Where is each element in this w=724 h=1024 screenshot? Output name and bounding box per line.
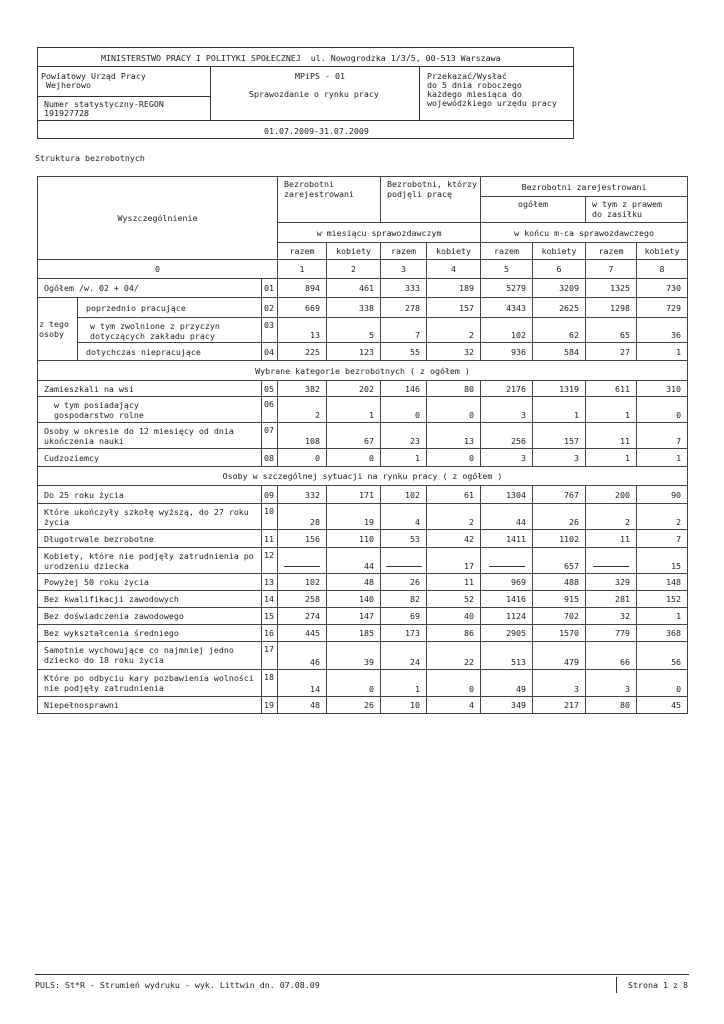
value-cell: 42	[427, 530, 481, 548]
deadline-line4: wojewódzkiego urzędu pracy	[427, 98, 557, 108]
value-cell: 1	[586, 397, 637, 423]
value-cell: 1	[381, 449, 427, 467]
report-period: 01.07.2009-31.07.2009	[264, 126, 369, 136]
value-cell: 5279	[481, 279, 533, 298]
ministry-address: MINISTERSTWO PRACY I POLITYKI SPOŁECZNEJ ul. Nowogrodzka 1/3/5, 00-513 Warszawa	[101, 53, 501, 63]
value-cell: 2	[427, 504, 481, 530]
value-cell: 1	[533, 397, 586, 423]
value-cell: 185	[327, 625, 381, 642]
table-row	[38, 486, 688, 504]
value-cell: 1	[637, 343, 688, 361]
value-cell: 256	[481, 423, 533, 449]
value-cell: 49	[481, 670, 533, 697]
table-row	[38, 625, 688, 642]
row-label: Niepełnosprawni	[38, 697, 262, 714]
value-cell: 258	[278, 591, 327, 608]
value-cell: 4	[427, 697, 481, 714]
value-cell: 10	[381, 697, 427, 714]
value-cell: 0	[427, 670, 481, 697]
value-cell: 669	[278, 298, 327, 318]
value-cell: 13	[278, 318, 327, 343]
row-code: 01	[262, 279, 278, 298]
row-code: 02	[262, 298, 278, 318]
row-code: 16	[262, 625, 278, 642]
value-cell: 1	[637, 449, 688, 467]
value-cell: 32	[427, 343, 481, 361]
table-row	[38, 449, 688, 467]
row-label: Ogółem /w. 02 + 04/	[38, 279, 262, 298]
value-cell: 40	[427, 608, 481, 625]
value-cell: 1411	[481, 530, 533, 548]
value-cell: 53	[381, 530, 427, 548]
table-row	[38, 504, 688, 530]
deadline-line2: do 5 dnia roboczego	[427, 80, 522, 90]
value-cell: 48	[278, 697, 327, 714]
value-cell: 102	[481, 318, 533, 343]
not-applicable-dash	[386, 566, 422, 567]
value-cell: 200	[586, 486, 637, 504]
value-cell: 3	[481, 397, 533, 423]
row-label: Bez wykształcenia średniego	[38, 625, 262, 642]
value-cell: 189	[427, 279, 481, 298]
table-row	[38, 574, 688, 591]
value-cell: 5	[327, 318, 381, 343]
value-cell: 61	[427, 486, 481, 504]
value-cell: 65	[586, 318, 637, 343]
value-cell: 28	[278, 504, 327, 530]
row-label: Osoby w okresie do 12 miesięcy od dnia ukończenia nauki	[38, 423, 262, 449]
value-cell: 7	[381, 318, 427, 343]
value-cell: 1	[327, 397, 381, 423]
value-cell: 80	[586, 697, 637, 714]
value-cell: 62	[533, 318, 586, 343]
value-cell: 310	[637, 381, 688, 397]
value-cell: 39	[327, 642, 381, 670]
value-cell: 225	[278, 343, 327, 361]
value-cell: 152	[637, 591, 688, 608]
table-row	[38, 318, 688, 343]
value-cell: 274	[278, 608, 327, 625]
value-cell: 82	[381, 591, 427, 608]
value-cell: 157	[533, 423, 586, 449]
unemployment-structure-table	[37, 176, 688, 714]
column-header-specification: Wyszczególnienie	[38, 177, 278, 260]
row-label: dotychczas niepracujące	[78, 343, 262, 361]
column-header-registered: Bezrobotni zarejestrowani	[278, 177, 381, 223]
value-cell: 7	[637, 423, 688, 449]
value-cell: 657	[533, 548, 586, 574]
row-code: 14	[262, 591, 278, 608]
value-cell: 36	[637, 318, 688, 343]
value-cell: 44	[481, 504, 533, 530]
row-code: 12	[262, 548, 278, 574]
value-cell: 171	[327, 486, 381, 504]
row-label: Do 25 roku życia	[38, 486, 262, 504]
value-cell: 102	[381, 486, 427, 504]
value-cell: 110	[327, 530, 381, 548]
value-cell: 730	[637, 279, 688, 298]
office-name-line1: Powiatowy Urząd Pracy	[41, 71, 146, 81]
value-cell: 3	[533, 670, 586, 697]
row-code: 09	[262, 486, 278, 504]
value-cell: 147	[327, 608, 381, 625]
table-row	[38, 697, 688, 714]
row-label: Które po odbyciu kary pozbawienia wolności nie podjęły zatrudnienia	[38, 670, 262, 697]
value-cell: 14	[278, 670, 327, 697]
row-code: 15	[262, 608, 278, 625]
value-cell: 55	[381, 343, 427, 361]
value-cell: 11	[427, 574, 481, 591]
report-header-box	[37, 47, 574, 139]
table-row	[38, 591, 688, 608]
value-cell: 332	[278, 486, 327, 504]
row-code: 03	[262, 318, 278, 343]
value-cell: 3	[586, 670, 637, 697]
value-cell: 2	[427, 318, 481, 343]
not-applicable-dash	[284, 566, 320, 567]
value-cell: 1102	[533, 530, 586, 548]
value-cell: 0	[327, 670, 381, 697]
subheader-razem: razem	[278, 243, 327, 260]
value-cell: 767	[533, 486, 586, 504]
row-code: 11	[262, 530, 278, 548]
table-row	[38, 279, 688, 298]
value-cell: 80	[427, 381, 481, 397]
value-cell: 0	[427, 397, 481, 423]
value-cell: 0	[381, 397, 427, 423]
value-cell: 123	[327, 343, 381, 361]
value-cell: 445	[278, 625, 327, 642]
table-row	[38, 530, 688, 548]
value-cell: 4	[381, 504, 427, 530]
value-cell: 2	[278, 397, 327, 423]
value-cell: 936	[481, 343, 533, 361]
value-cell: 67	[327, 423, 381, 449]
value-cell: 969	[481, 574, 533, 591]
deadline-line3: każdego miesiąca do	[427, 89, 522, 99]
section-header: Wybrane kategorie bezrobotnych ( z ogółem )	[38, 361, 688, 381]
value-cell: 52	[427, 591, 481, 608]
value-cell: 349	[481, 697, 533, 714]
page-footer	[35, 974, 689, 993]
page-number: Strona 1 z 8	[628, 980, 688, 990]
value-cell: 69	[381, 608, 427, 625]
value-cell: 0	[278, 449, 327, 467]
row-label: Które ukończyły szkołę wyższą, do 27 roku życia	[38, 504, 262, 530]
value-cell: 7	[637, 530, 688, 548]
value-cell: 13	[427, 423, 481, 449]
row-label: Bez kwalifikacji zawodowych	[38, 591, 262, 608]
value-cell: 66	[586, 642, 637, 670]
value-cell: 3	[481, 449, 533, 467]
row-code: 17	[262, 642, 278, 670]
column-header-end-month: w końcu m-ca sprawozdawczego	[481, 223, 688, 243]
form-code: MPiPS - 01	[295, 71, 345, 81]
column-header-total: ogółem	[481, 197, 586, 223]
value-cell: 102	[278, 574, 327, 591]
table-row	[38, 423, 688, 449]
value-cell: 0	[637, 397, 688, 423]
value-cell: 368	[637, 625, 688, 642]
form-title: Sprawozdanie o rynku pracy	[249, 89, 379, 99]
value-cell: 3209	[533, 279, 586, 298]
value-cell: 1416	[481, 591, 533, 608]
value-cell: 729	[637, 298, 688, 318]
subheader-razem: razem	[381, 243, 427, 260]
value-cell: 22	[427, 642, 481, 670]
value-cell: 56	[637, 642, 688, 670]
table-row	[38, 548, 688, 574]
value-cell: 1325	[586, 279, 637, 298]
value-cell: 611	[586, 381, 637, 397]
value-cell: 45	[637, 697, 688, 714]
row-label: Samotnie wychowujące co najmniej jedno dziecko do 18 roku życia	[38, 642, 262, 670]
row-label: w tym posiadający gospodarstwo rolne	[38, 397, 262, 423]
value-cell: 2176	[481, 381, 533, 397]
value-cell: 27	[586, 343, 637, 361]
value-cell: 108	[278, 423, 327, 449]
value-cell: 329	[586, 574, 637, 591]
row-code: 10	[262, 504, 278, 530]
value-cell: 15	[637, 548, 688, 574]
value-cell: 779	[586, 625, 637, 642]
row-label: poprzednio pracujące	[78, 298, 262, 318]
value-cell: 2625	[533, 298, 586, 318]
value-cell: 1319	[533, 381, 586, 397]
row-code: 19	[262, 697, 278, 714]
value-cell: 702	[533, 608, 586, 625]
subheader-razem: razem	[481, 243, 533, 260]
value-cell: 2	[586, 504, 637, 530]
value-cell: 1	[381, 670, 427, 697]
value-cell: 382	[278, 381, 327, 397]
value-cell: 479	[533, 642, 586, 670]
section-header-row	[38, 361, 688, 381]
value-cell: 90	[637, 486, 688, 504]
value-cell: 1298	[586, 298, 637, 318]
section-header-row	[38, 467, 688, 486]
value-cell: 146	[381, 381, 427, 397]
row-code: 18	[262, 670, 278, 697]
value-cell: 3	[533, 449, 586, 467]
value-cell: 24	[381, 642, 427, 670]
value-cell: 1570	[533, 625, 586, 642]
row-code: 06	[262, 397, 278, 423]
row-label: w tym zwolnione z przyczyn dotyczących zakładu pracy	[78, 318, 262, 343]
not-applicable-dash	[489, 566, 525, 567]
value-cell: 17	[427, 548, 481, 574]
value-cell: 488	[533, 574, 586, 591]
regon-number: 191927728	[44, 108, 89, 118]
z-tego-label: z tego osoby	[38, 298, 78, 361]
value-cell: 1	[637, 608, 688, 625]
value-cell: 461	[327, 279, 381, 298]
value-cell	[481, 548, 533, 574]
value-cell: 584	[533, 343, 586, 361]
column-header-registered-end: Bezrobotni zarejestrowani	[481, 177, 688, 197]
value-cell	[586, 548, 637, 574]
column-header-benefit: w tym z prawem do zasiłku	[586, 197, 688, 223]
value-cell: 173	[381, 625, 427, 642]
value-cell: 2905	[481, 625, 533, 642]
value-cell: 156	[278, 530, 327, 548]
table-row	[38, 343, 688, 361]
column-header-in-month: w miesiącu sprawozdawczym	[278, 223, 481, 243]
value-cell: 1304	[481, 486, 533, 504]
value-cell: 894	[278, 279, 327, 298]
table-row	[38, 608, 688, 625]
row-label: Długotrwale bezrobotne	[38, 530, 262, 548]
office-name-line2: Wejherowo	[41, 80, 91, 90]
row-code: 05	[262, 381, 278, 397]
row-label: Bez doświadczenia zawodowego	[38, 608, 262, 625]
value-cell	[278, 548, 327, 574]
row-label: Zamieszkali na wsi	[38, 381, 262, 397]
value-cell: 1	[586, 449, 637, 467]
table-row	[38, 298, 688, 318]
section-header: Osoby w szczególnej sytuacji na rynku pracy ( z ogółem )	[38, 467, 688, 486]
value-cell: 4343	[481, 298, 533, 318]
subheader-kobiety: kobiety	[637, 243, 688, 260]
value-cell: 86	[427, 625, 481, 642]
value-cell: 26	[381, 574, 427, 591]
value-cell: 915	[533, 591, 586, 608]
table-row	[38, 397, 688, 423]
subheader-kobiety: kobiety	[327, 243, 381, 260]
subheader-razem: razem	[586, 243, 637, 260]
value-cell: 19	[327, 504, 381, 530]
value-cell: 148	[637, 574, 688, 591]
value-cell: 26	[327, 697, 381, 714]
value-cell: 157	[427, 298, 481, 318]
value-cell: 281	[586, 591, 637, 608]
value-cell: 23	[381, 423, 427, 449]
value-cell: 46	[278, 642, 327, 670]
row-code: 13	[262, 574, 278, 591]
table-row	[38, 381, 688, 397]
value-cell: 2	[637, 504, 688, 530]
regon-label: Numer statystyczny-REGON	[44, 99, 164, 109]
value-cell: 0	[637, 670, 688, 697]
row-code: 07	[262, 423, 278, 449]
table-row	[38, 642, 688, 670]
footer-print-info: PULS: St*R - Strumień wydruku - wyk. Littwin dn. 07.08.09	[35, 980, 320, 990]
row-code: 04	[262, 343, 278, 361]
row-label: Kobiety, które nie podjęły zatrudnienia po urodzeniu dziecka	[38, 548, 262, 574]
subheader-kobiety: kobiety	[427, 243, 481, 260]
row-label: Cudzoziemcy	[38, 449, 262, 467]
value-cell	[381, 548, 427, 574]
value-cell: 32	[586, 608, 637, 625]
value-cell: 44	[327, 548, 381, 574]
row-code: 08	[262, 449, 278, 467]
value-cell: 1124	[481, 608, 533, 625]
value-cell: 26	[533, 504, 586, 530]
value-cell: 140	[327, 591, 381, 608]
column-header-employed: Bezrobotni, którzy podjęli pracę	[381, 177, 481, 223]
value-cell: 333	[381, 279, 427, 298]
value-cell: 202	[327, 381, 381, 397]
row-label: Powyżej 50 roku życia	[38, 574, 262, 591]
subheader-kobiety: kobiety	[533, 243, 586, 260]
value-cell: 278	[381, 298, 427, 318]
value-cell: 513	[481, 642, 533, 670]
value-cell: 0	[327, 449, 381, 467]
column-number-row: 0 1 2 3 4 5 6 7 8	[38, 260, 688, 279]
value-cell: 0	[427, 449, 481, 467]
deadline-line1: Przekazać/Wysłać	[427, 71, 507, 81]
table-row	[38, 670, 688, 697]
value-cell: 11	[586, 530, 637, 548]
not-applicable-dash	[593, 566, 629, 567]
value-cell: 338	[327, 298, 381, 318]
section-title: Struktura bezrobotnych	[35, 153, 145, 163]
value-cell: 217	[533, 697, 586, 714]
value-cell: 48	[327, 574, 381, 591]
value-cell: 11	[586, 423, 637, 449]
